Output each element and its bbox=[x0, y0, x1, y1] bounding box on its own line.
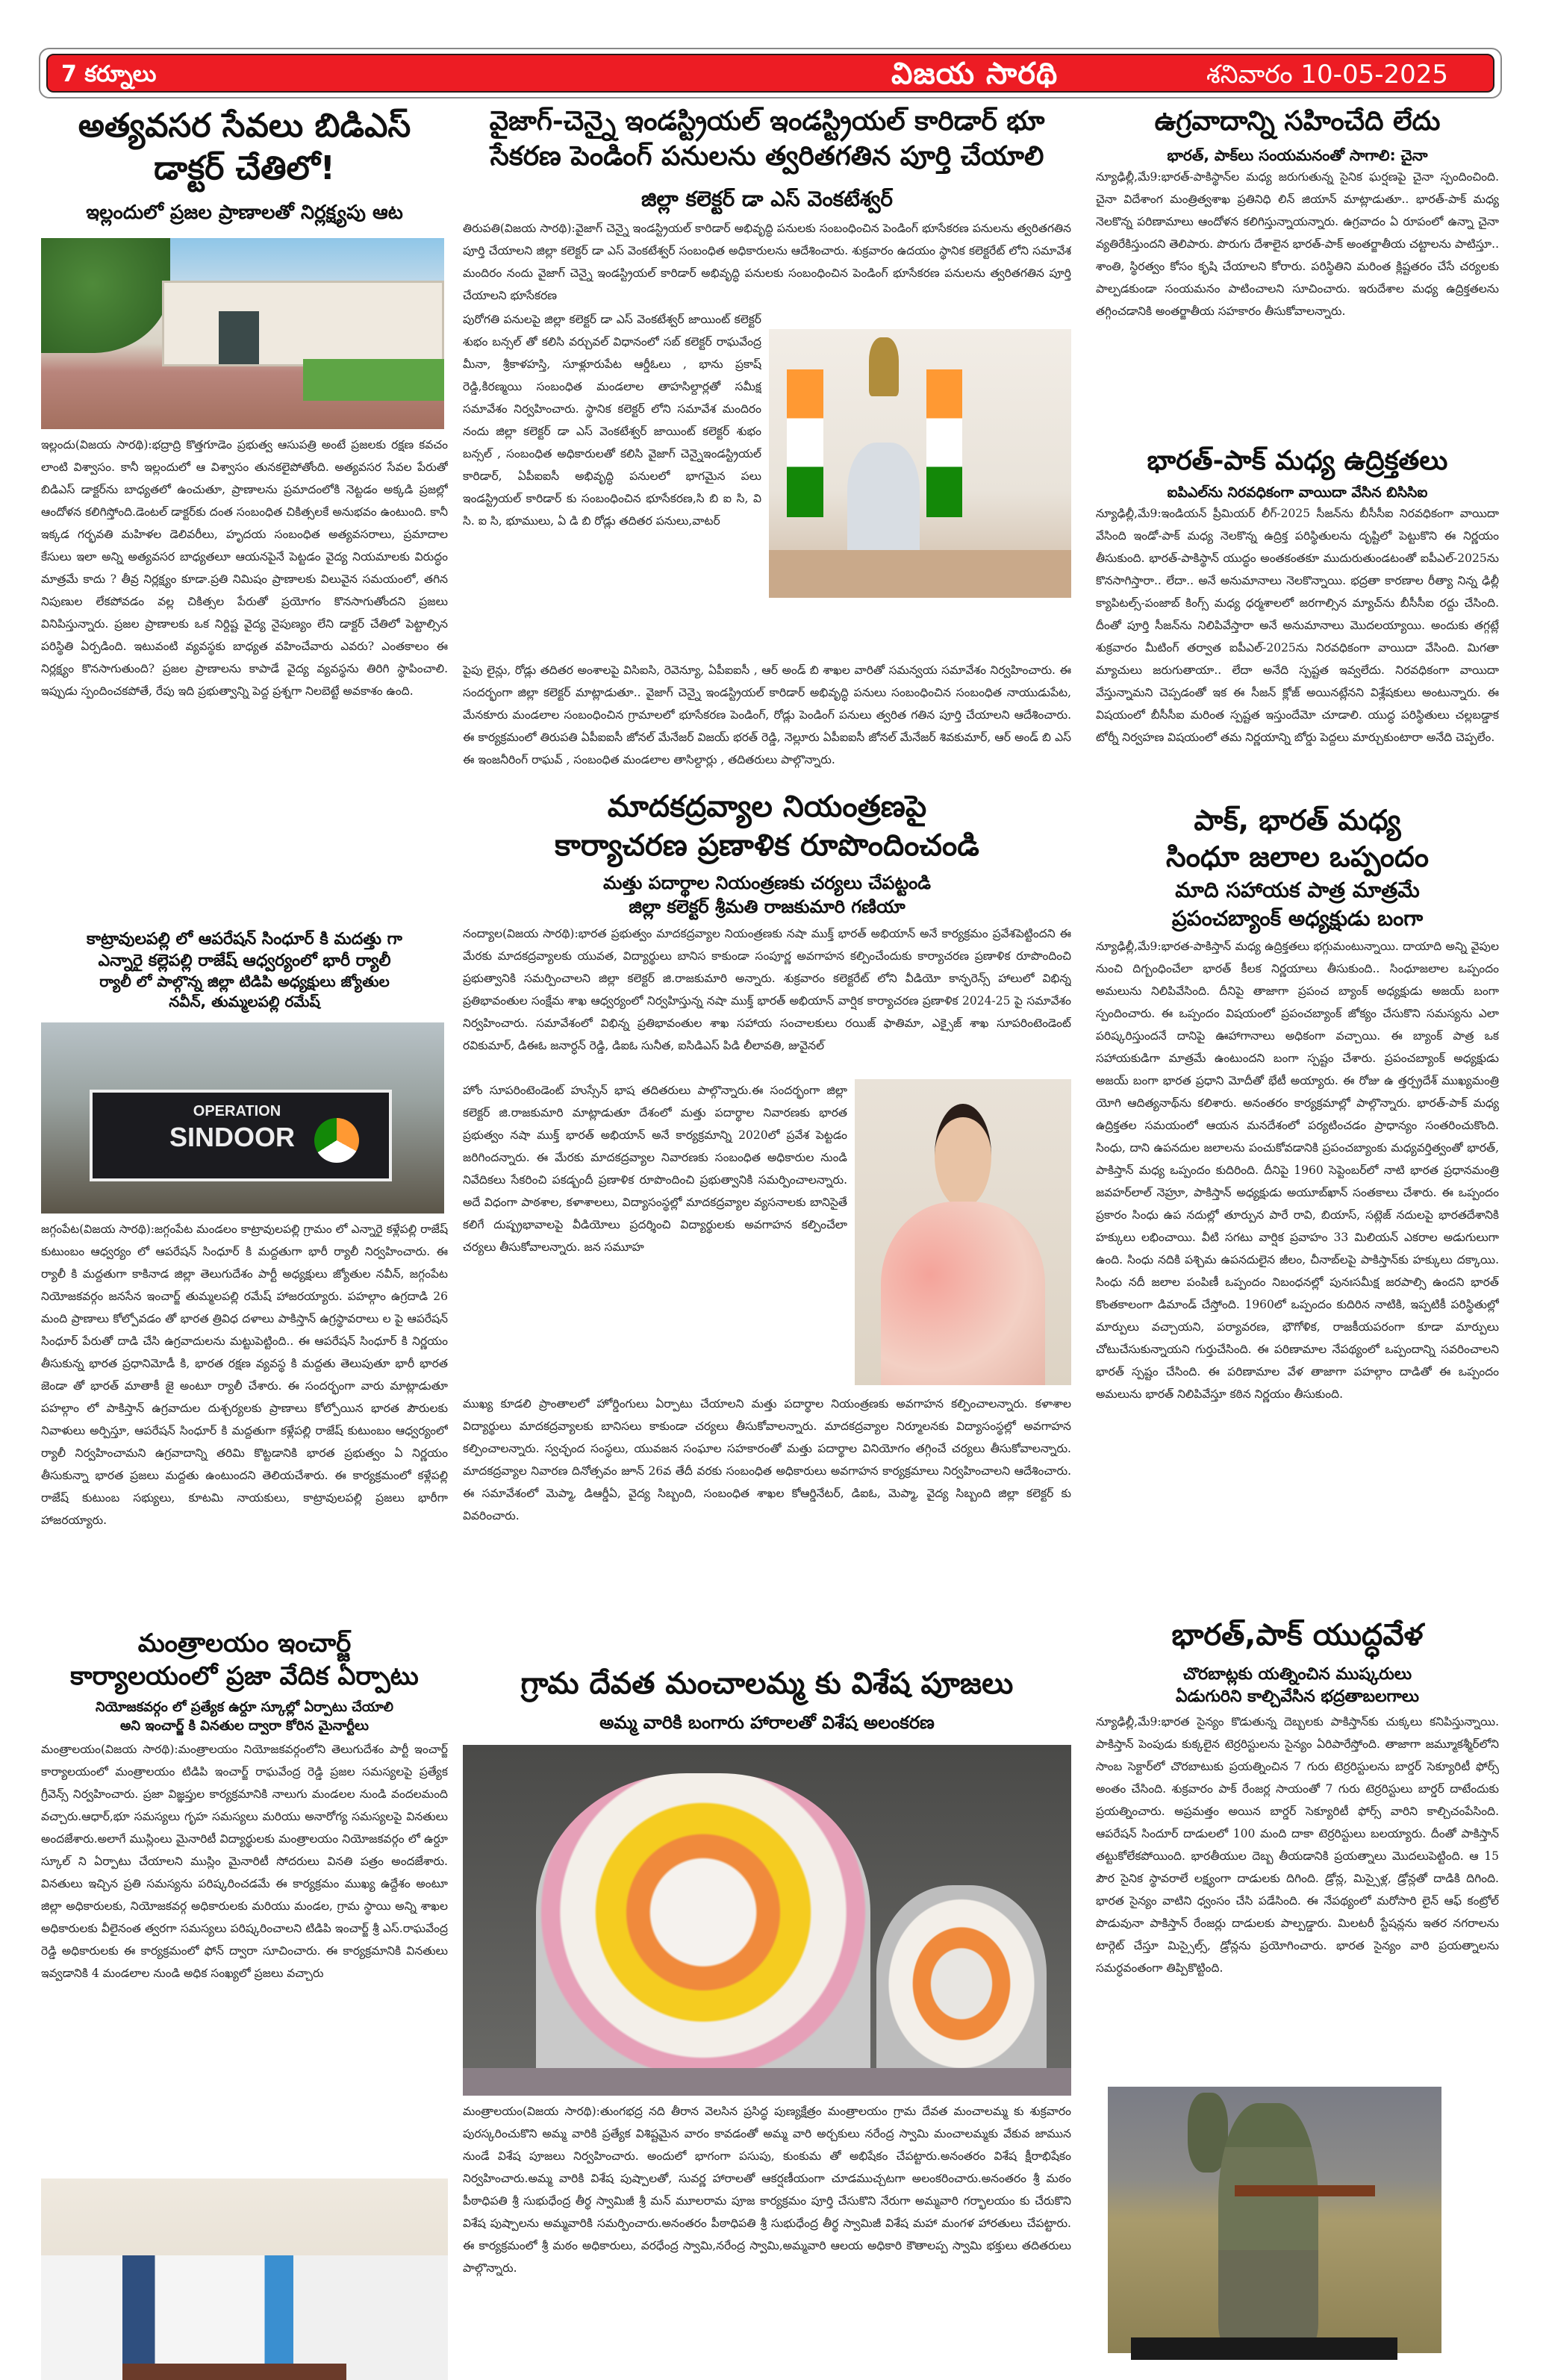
headline: డాక్టర్ చేతిలో! bbox=[154, 149, 335, 188]
headline: గ్రామ దేవత మంచాలమ్మ కు విశేష పూజలు bbox=[520, 1667, 1014, 1701]
subheadline: అని ఇంచార్జ్ కి వినతుల ద్వారా కోరిన మైనార్టీలు bbox=[120, 1717, 369, 1734]
subheadline: ఏడుగురిని కాల్చివేసిన భద్రతాబలగాలు bbox=[1175, 1687, 1420, 1706]
subheadline: జిల్లా కలెక్టర్ డా ఎస్ వెంకటేశ్వర్ bbox=[640, 186, 894, 211]
article-body: న్యూఢిల్లీ,మే9:ఇండియన్ ప్రీమియర్ లీగ్-2025 సీజన్‌ను బీసీసీఐ నిరవధికంగా వాయిదా వేసింది ఇండో-పాక్ మధ్య నెలకొన్న ఉద్రిక్త పరిస్థితులను దృష్టిలో పెట్టుకొని ఈ నిర్ణయం తీసుకుంది. భారత్-పాకిస్థాన్ యుద్ధం అంతకంతకూ ముదురుతుండటంతో ఐపీఎల్-2025ను కొనసాగిస్తారా.. లేదా.. అనే అనుమానాలు నెలకొన్నాయి. భద్రతా కారణాల రీత్యా నిన్న ఢిల్లీ క్యాపిటల్స్-పంజాబ్ కింగ్స్ మధ్య ధర్మశాలలో జరగాల్సిన మ్యాచ్‌ను బీసీసీఐ రద్దు చేసింది. దీంతో పూర్తి సీజన్‌ను నిలిపివేస్తారా అనే అనుమానాలు మొదలయ్యాయి. అందుకు తగ్గట్లే శుక్రవారం మీటింగ్ తర్వాత ఐపీఎల్-2025ను నిరవధికంగా వాయిదా వేసింది. మిగతా మ్యాచులు జరుగుతాయా.. లేదా అనేది స్పష్టత ఇవ్వలేదు. నిరవధికంగా వాయిదా వేస్తున్నామని చెప్పడంతో ఇక ఈ సీజన్ క్లోజ్ అయినట్లేనని విశ్లేషకులు అంటున్నారు. ఈ విషయంలో బీసీసీఐ మరింత స్పష్టత ఇస్తుందేమో చూడాలి. యుద్ధ పరిస్థితులు చల్లబడ్డాక టోర్నీ నిర్వహణ విషయంలో తమ నిర్ణయాన్ని బోర్డు పెద్దలు మార్చుకుంటారా అనేది చెప్పలేం. bbox=[1096, 507, 1499, 745]
article-body: మంత్రాలయం(విజయ సారథి):తుంగభద్ర నది తీరాన వెలసిన ప్రసిద్ధ పుణ్యక్షేత్రం మంత్రాలయం గ్రామ దేవత మంచాలమ్మ కు శుక్రవారం పురస్కరించుకొని అమ్మ వారికి ప్రత్యేక విశిష్టమైన వారం కావడంతో అమ్మ వారి అర్చకులు నరేంద్ర స్వామి మంచాలమ్మకు వేకువ జామున నుండే విశేష పూజలు నిర్వహించారు. అందులో భాగంగా పసుపు, కుంకుమ తో అభిషేకం చేపట్టారు.అనంతరం విశేష క్షీరాభిషేకం నిర్వహించారు.అమ్మ వారికి విశేష పుష్పాలతో, సువర్ణ హారాలతో ఆకర్షణీయంగా చూడముచ్చటగా అలంకరించారు.అనంతరం శ్రీ మఠం పీఠాధిపతి శ్రీ సుభుధేంద్ర తీర్థ స్వామిజీ శ్రీ మన్ మూలరామ పూజ కార్యక్రమం పూర్తి చేసుకొని నేరుగా అమ్మవారి గర్భాలయం కు చేరుకొని విశేష పుష్పాలను అమ్మవారికి సమర్పించారు.అనంతరం పీఠాధిపతి శ్రీ సుభుధేంద్ర తీర్థ స్వామిజీ విశేష మహా మంగళ హారతులు చేపట్టారు. ఈ కార్యక్రమంలో శ్రీ మఠం అధికారులు, వరధేంద్ర స్వామి,నరేంద్ర స్వామి,అమ్మవారి ఆలయ అధికారి కౌతాలప్ప స్వామి భక్తులు తదితరులు పాల్గొన్నారు. bbox=[463, 2105, 1071, 2276]
headline: పాక్, భారత్ మధ్య bbox=[1194, 804, 1401, 837]
article-ipl bbox=[1096, 444, 1499, 838]
subheadline: ఇల్లందులో ప్రజల ప్రాణాలతో నిర్లక్ష్యపు ఆట bbox=[86, 202, 403, 225]
subheadline: ప్రపంచబ్యాంక్ అధ్యక్షుడు బంగా bbox=[1171, 905, 1424, 931]
soldier-photo bbox=[1108, 2087, 1441, 2353]
subheadline: భారత్, పాక్‌లు సంయమనంతో సాగాలి: చైనా bbox=[1167, 146, 1428, 164]
subheadline: మత్తు పదార్థాల నియంత్రణకు చర్యలు చేపట్టండి bbox=[602, 872, 932, 893]
rally-photo bbox=[41, 1022, 444, 1214]
article-drugs bbox=[463, 787, 1071, 1706]
article-body: మంత్రాలయం(విజయ సారథి):మంత్రాలయం నియోజకవర్గంలోని తెలుగుదేశం పార్టీ ఇంచార్జ్ కార్యాలయంలో మంత్రాలయం టిడిపి ఇంచార్జ్ రాఘవేంద్ర రెడ్డి ప్రజల సమస్యలపై ప్రత్యేక గ్రీవెన్స్ నిర్వహించారు. ప్రజా విజ్ఞప్తుల కార్యక్రమానికి నాలుగు మండలల నుండి వందలమంది వచ్చారు.ఆధార్,భూ సమస్యలు గృహ సమస్యలు మరియు అనారోగ్య సమస్యలపై వినతులు అందజేశారు.అలాగే ముస్లింలు మైనారిటీ విద్యార్థులకు మంత్రాలయం నియోజకవర్గం లో ఉర్దూ స్కూల్ ని ఏర్పాటు చేయాలని ముస్లిం మైనారిటీ సోదరులు వినతి పత్రం అందజేశారు. వినతులు ఇచ్చిన ప్రతి సమస్యను పరిష్కరించడమే ఈ కార్యక్రమం ముఖ్య ఉద్దేశం అంటూ జిల్లా అధికారులకు, నియోజకవర్గ అధికారులకు మరియు మండల, గ్రామ స్థాయి అన్ని శాఖల అధికారులకు వీలైనంత త్వరగా సమస్యలు పరిష్కరించాలని టిడిపి ఇంచార్జ్ శ్రీ ఎస్.రాఘవేంద్ర రెడ్డి అధికారులకు ఈ కార్యక్రమంలో ఫోన్ ద్వారా సూచించారు. ఈ కార్యక్రమానికి వినతులు ఇవ్వడానికి 4 మండలాల నుండి అధిక సంఖ్యలో ప్రజలు వచ్చారు bbox=[41, 1742, 448, 1980]
headline: సింధూ జలాల ఒప్పందం bbox=[1165, 840, 1430, 874]
headline: భారత్,పాక్ యుద్ధవేళ bbox=[1171, 1618, 1424, 1652]
subheadline: నియోజకవర్గం లో ప్రత్యేక ఉర్దూ స్కూల్లో ఏర్పాటు చేయాలి bbox=[96, 1699, 393, 1716]
article-war bbox=[1096, 1616, 1499, 2353]
article-body: పైపు లైన్లు, రోడ్లు తదితర అంశాలపై విసిఐసి, రెవెన్యూ, ఏపీఐఐసీ , ఆర్ అండ్ బి శాఖల వారితో సమన్వయ సమావేశం నిర్వహించారు. ఈ సందర్భంగా జిల్లా కలెక్టర్ మాట్లాడుతూ.. వైజాగ్ చెన్నై ఇండస్ట్రియల్ కారిడార్ అభివృద్ధి పనులు సంబంధించిన సంబంధిత నాయుడుపేట, మేనకూరు మండలాల సంబంధించిన గ్రామాలలో భూసేకరణ పెండింగ్, రోడ్లు పెండింగ్ పనులు త్వరిత గతిన పూర్తి చేయాలని ఆదేశించారు. ఈ కార్యక్రమంలో తిరుపతి ఏపీఐఐసీ జోనల్ మేనేజర్ విజయ్ భరత్ రెడ్డి, నెల్లూరు ఏపీఐఐసీ జోనల్ మేనేజర్ శివకుమార్, ఆర్ అండ్ బి ఎస్ ఈ ఇంజనీరింగ్ రాఘవ్ , సంబంధిత మండలాల తాసిల్దార్లు , తదితరులు పాల్గొన్నారు. bbox=[463, 663, 1071, 767]
subheadline: ర్యాలీ లో పాల్గొన్న జిల్లా టిడిపి అధ్యక్షులు జ్యోతుల bbox=[99, 972, 390, 991]
article-body: జగ్గంపేట(విజయ సారథి):జగ్గంపేట మండలం కాట్రావులపల్లి గ్రామం లో ఎన్నారై కళ్లేపల్లి రాజేష్ కుటుంబం ఆధ్వర్యం లో ఆపరేషన్ సింధూర్ కి మద్దతుగా భారీ ర్యాలీ నిర్వహించారు. ఈ ర్యాలీ కి మద్దతుగా కాకినాడ జిల్లా తెలుగుదేశం పార్టీ అధ్యక్షులు జ్యోతుల నవీన్, జగ్గంపేట నియోజకవర్గం జనసేన ఇంచార్జ్ తుమ్మలపల్లి రమేష్ హాజరయ్యారు. పహల్గాం ఉగ్రదాడి 26 మంది ప్రాణాలు కోల్పోవడం తో భారత త్రివిధ దళాలు పాకిస్తాన్ ఉగ్రస్థావరాలు ల పై ఆపరేషన్ సింధూర్ పేరుతో దాడి చేసి ఉగ్రవాదులను మట్టుపెట్టింది.. ఈ ఆపరేషన్ సింధూర్ కి నిర్ణయం తీసుకున్న భారత ప్రధానిమోడీ కి, భారత రక్షణ వ్యవస్థ కి మద్దతు తెలుపుతూ భారీ భారత జెండా తో భారత్ మాతాకీ జై అంటూ ర్యాలీ చేశారు. ఈ సందర్భంగా వారు మాట్లాడుతూ పహల్గాం లో పాకిస్తాన్ ఉగ్రవాదుల దుశ్చర్యలకు ప్రాణాలు కోల్పోయిన భారత పౌరులకు నివాళులు అర్పిస్తూ, ఆపరేషన్ సింధూర్ కి మద్దతుగా కళ్లేపల్లి రాజేష్ కుటుంబం ఆధ్వర్యంలో ర్యాలీ నిర్వహించామని ఉగ్రవాదాన్ని తరిమి కొట్టడానికి భారత ప్రభుత్వం ఏ నిర్ణయం తీసుకున్నా భారత ప్రజలు మద్దతు ఉంటుందని తెలియచేశారు. ఈ కార్యక్రమంలో కళ్లేపల్లి రాజేష్ కుటుంబ సభ్యులు, కూటమి నాయకులు, కాట్రావులపల్లి ప్రజలు భారీగా హాజరయ్యారు. bbox=[41, 1222, 448, 1528]
deity-photo bbox=[463, 1745, 1071, 2096]
page-label: 7 కర్నూలు bbox=[61, 61, 157, 87]
headline: అత్యవసర సేవలు బిడిఎస్ bbox=[78, 107, 411, 145]
article-body: నంద్యాల(విజయ సారథి):భారత ప్రభుత్వం మాదకద్రవ్యాల నియంత్రణకు నషా ముక్త్ భారత్ అభియాన్ అనే కార్యక్రమం ప్రవేశపెట్టిందని ఈ మేరకు మాదకద్రవ్యాలకు యువత, విద్యార్థులు బానిస కాకుండా సంపూర్ణ అవగాహన కల్పించేందుకు కార్యాచరణ ప్రణాళిక రూపొందించి ప్రభుత్వానికి సమర్పించాలని జిల్లా కలెక్టర్ జి.రాజకుమారి అన్నారు. శుక్రవారం కలెక్టరేట్ లోని వీడియో కాన్ఫరెన్స్ హాలులో విభిన్న ప్రతిభావంతుల సంక్షేమ శాఖ ఆధ్వర్యంలో నిర్వహిస్తున్న నషా ముక్త్ భారత్ అభియాన్ వార్షిక కార్యాచరణ ప్రణాళిక 2024-25 పై సమావేశం నిర్వహించారు. సమావేశంలో విభిన్న ప్రతిభావంతుల శాఖ సహాయ సంచాలకులు రయిజ్ ఫాతిమా, ఎక్సైజ్ శాఖ సూపరింటెండెంట్ రవికుమార్, డిఈఓ జనార్ధన్ రెడ్డి, డిఐఓ సునీత, ఐసిడిఎస్ పిడి లీలావతి, జువైనల్ bbox=[463, 926, 1071, 1052]
article-china bbox=[1096, 104, 1499, 412]
article-body: ముఖ్య కూడలి ప్రాంతాలలో హోర్డింగులు ఏర్పాటు చేయాలని మత్తు పదార్థాల నియంత్రణకు అవగాహన కల్పించాలన్నారు. కళాశాల విద్యార్థులు మాదకద్రవ్యాలకు బానిసలు కాకుండా చర్యలు తీసుకోవాలన్నారు. మాదకద్రవ్యాల నిర్మూలనకు విద్యాసంస్థల్లో అవగాహన కల్పించాలన్నారు. స్వచ్ఛంద సంస్థలు, యువజన సంఘాల సహకారంతో మత్తు పదార్థాల వినియోగం తగ్గించే చర్యలు తీసుకోవాలన్నారు. మాదకద్రవ్యాల నివారణ దినోత్సవం జూన్ 26వ తేదీ వరకు సంబంధిత అధికారులు అవగాహన కార్యక్రమాలు నిర్వహించాలని ఆదేశించారు. ఈ సమావేశంలో మెప్మా, డిఆర్డీఏ, వైద్య సిబ్బంది, సంబంధిత శాఖల కోఆర్డినేటర్, డిఐఓ, మెప్మా, వైద్య సిబ్బంది జిల్లా కలెక్టర్ కు వివరించారు. bbox=[463, 1396, 1071, 1522]
headline: కార్యాలయంలో ప్రజా వేదిక ఏర్పాటు bbox=[70, 1661, 419, 1692]
article-body: న్యూఢిల్లీ,మే9:భారత-పాకిస్తాన్ మధ్య ఉద్రిక్తతలు భగ్గుమంటున్నాయి. దాయాది అన్ని వైపుల నుంచి దిగ్బంధించేలా భారత్ కీలక నిర్ణయాలు తీసుకుంది.. సింధూజలాల ఒప్పందం అమలును నిలిపివేసింది. దీనిపై తాజాగా ప్రపంచ బ్యాంక్ అధ్యక్షుడు అజయ్ బంగా స్పందించారు. ఈ ఒప్పందం విషయంలో ప్రపంచబ్యాంక్ జోక్యం చేసుకొని సమస్యను ఎలా పరిష్కరిస్తుందనే దానిపై ఊహాగానాలు అధికంగా వచ్చాయి. ఈ బ్యాంక్ పాత్ర ఒక సహాయకుడిగా మాత్రమే ఉంటుందని బంగా స్పష్టం చేశారు. ప్రపంచబ్యాంక్ అధ్యక్షుడు అజయ్ బంగా భారత ప్రధాని మోదీతో భేటీ అయ్యారు. ఈ రోజు ఉ త్తర్ప్రదేశ్ ముఖ్యమంత్రి యోగి ఆదిత్యనాథ్‌ను కలిశారు. అనంతరం కార్యక్రమాల్లో పాల్గొన్నారు. భారత్-పాక్ మధ్య ఉద్రిక్తతల సమయంలో ఆయన మనదేశంలో పర్యటించడం ప్రాధాన్యం సంతరించుకొంది. సింధు, దాని ఉపనదుల జలాలను పంచుకోవడానికి ప్రపంచబ్యాంకు మధ్యవర్తిత్వంతో భారత్, పాకిస్తాన్ మధ్య ఒప్పందం కుదిరింది. దీనిపై 1960 సెప్టెంబర్‌లో నాటి భారత ప్రధానమంత్రి జవహర్‌లాల్ నెహ్రూ, పాకిస్తాన్ అధ్యక్షుడు అయూబ్‌ఖాన్ సంతకాలు చేశారు. ఈ ఒప్పందం ప్రకారం సింధు ఉప నదుల్లో తూర్పున పారే రావి, బియాస్, సట్లెజ్ నదులపై భారతదేశానికి హక్కులు లభించాయి. వీటి సగటు వార్షిక ప్రవాహం 33 మిలియన్ ఎకరాల అడుగులుగా ఉంది. సింధు నదికి పశ్చిమ ఉపనదులైన జీలం, చీనాబ్‌లపై పాకిస్తాన్‌కు హక్కులు దక్కాయి. సింధు నదీ జలాల పంపిణీ ఒప్పందం నిబంధనల్లో పునఃసమీక్ష జరపాల్సి ఉందని భారత్ కొంతకాలంగా డిమాండ్ చేస్తోంది. 1960లో ఒప్పందం కుదిరిన నాటికి, ఇప్పటికీ పరిస్థితుల్లో మార్పులు వచ్చాయని, పర్యావరణ, భౌగోళిక, రాజకీయపరంగా కూడా మార్పులు చోటుచేసుకున్నాయని గుర్తుచేసింది. ఈ పరిణామాల నేపథ్యంలో ఒప్పందాన్ని సవరించాలని భారత్ స్పష్టం చేసింది. ఈ పరిణామాల వేళ తాజాగా పహల్గాం దాడితో ఈ ఒప్పందం అమలును భారత్ నిలిపివేస్తూ కఠిన నిర్ణయం తీసుకుంది. bbox=[1096, 940, 1499, 1402]
headline: ఉగ్రవాదాన్ని సహించేది లేదు bbox=[1154, 106, 1441, 137]
masthead-frame bbox=[39, 48, 1502, 99]
headline: సేకరణ పెండింగ్ పనులను త్వరితగతిన పూర్తి చేయాలి bbox=[490, 140, 1044, 172]
paper-name: విజయ సారథి bbox=[891, 57, 1059, 91]
hospital-photo bbox=[41, 238, 444, 429]
article-corridor bbox=[463, 104, 1071, 838]
article-bds bbox=[41, 104, 448, 881]
subheadline: మాది సహాయక పాత్ర మాత్రమే bbox=[1175, 877, 1420, 902]
subheadline: అమ్మ వారికి బంగారు హారాలతో విశేష అలంకరణ bbox=[599, 1712, 935, 1733]
headline: ఎన్నారై కల్లెపల్లి రాజేష్ ఆధ్వర్యంలో భారీ ర్యాలీ bbox=[98, 951, 391, 970]
masthead-bar bbox=[46, 54, 1494, 93]
headline: కాట్రావులపల్లి లో ఆపరేషన్ సింధూర్ కి మదత్తు గా bbox=[87, 930, 402, 949]
article-body: న్యూఢిల్లీ,మే9:భారత్-పాకిస్థాన్‌ల మధ్య జరుగుతున్న సైనిక ఘర్షణపై చైనా స్పందించింది. చైనా విదేశాంగ మంత్రిత్వశాఖ ప్రతినిధి లిన్ జియాన్ మాట్లాడుతూ.. భారత్-పాక్ మధ్య నెలకొన్న పరిణామాలు ఆందోళన కలిగిస్తున్నాయన్నారు. ఉగ్రవాదం ఏ రూపంలో ఉన్నా చైనా వ్యతిరేకిస్తుందని తెలిపారు. పొరుగు దేశాలైన భారత్-పాక్ అంతర్జాతీయ చట్టాలను పాటిస్తూ.. శాంతి, స్థిరత్వం కోసం కృషి చేయాలని కోరారు. పరిస్థితిని మరింత క్లిష్టతరం చేసే చర్యలకు పాల్పడకుండా సంయమనం పాటించాలని సూచించారు. ఇరుదేశాల మధ్య ఉద్రిక్తతలను తగ్గించడానికి అంతర్జాతీయ సహకారం తీసుకోవాలన్నారు. bbox=[1096, 169, 1499, 318]
banner-text: OPERATION bbox=[193, 1102, 281, 1119]
article-indus bbox=[1096, 802, 1499, 1540]
issue-date: శనివారం 10-05-2025 bbox=[1206, 60, 1448, 90]
banner-text: SINDOOR bbox=[169, 1121, 296, 1152]
collector-photo bbox=[855, 1079, 1071, 1385]
subheadline: జిల్లా కలెక్టర్ శ్రీమతి రాజకుమారి గణియా bbox=[629, 896, 905, 918]
collector-photo bbox=[769, 329, 1071, 598]
article-body: ఇల్లందు(విజయ సారథి):భద్రాద్రి కొత్తగూడెం ప్రభుత్వ ఆసుపత్రి అంటే ప్రజలకు రక్షణ కవచం లాంటి విశ్వాసం. కానీ ఇల్లందులో ఆ విశ్వాసం తునకలైపోతోంది. అత్యవసర సేవల పేరుతో బిడిఎస్ డాక్టర్‌ను బాధ్యతలో ఉంచుతూ, ప్రాణాలను ప్రమాదంలోకి నెట్టడం అక్కడి ప్రజల్లో ఆందోళన కలిగిస్తోంది.డెంటల్ డాక్టర్‌కు దంత సంబంధిత చికిత్సలకే అనుభవం ఉంటుంది. కానీ ఇక్కడ గర్భవతి మహిళల డెలివరీలు, హృదయ సంబంధిత అత్యవసరాలు, ప్రమాదాల కేసులు ఇలా అన్ని అత్యవసర బాధ్యతలూ ఆయనపైనే పెట్టడం వైద్య నియమాలకు విరుద్ధం మాత్రమే కాదు ? తీవ్ర నిర్లక్ష్యం కూడా.ప్రతి నిమిషం ప్రాణాలకు విలువైన సమయంలో, తగిన నిపుణుల లేకపోవడం వల్ల చికిత్సల పేరుతో ప్రయోగం కొనసాగుతోందని ప్రజలు వినిపిస్తున్నారు. ప్రజల ప్రాణాలకు ఒక నిర్దిష్ట వైద్య నైపుణ్యం లేని డాక్టర్ చేతిలో పెట్టాల్సిన పరిస్థితి ఏర్పడింది. ఇటువంటి వ్యవస్థకు బాధ్యత వహించేవారు ఎవరు? ఎంతకాలం ఈ నిర్లక్ష్యం కొనసాగుతుంది? ప్రజల ప్రాణాలను కాపాడే వైద్య వ్యవస్థను తిరిగి స్థాపించాలి. ఇప్పుడు స్పందించకపోతే, రేపు ఇది ప్రభుత్వాన్ని పెద్ద ప్రశ్నగా నిలబెట్టే అవకాశం ఉంది. bbox=[41, 438, 448, 699]
article-body: పురోగతి పనులపై జిల్లా కలెక్టర్ డా ఎస్ వెంకటేశ్వర్ జాయింట్ కలెక్టర్ శుభం బన్సల్ తో కలిసి వర్చువల్ విధానంలో సబ్ కలెక్టర్ రాఘవేంద్ర మీనా, శ్రీకాళహస్తి, సూళ్లూరుపేట ఆర్డీఓలు , భాను ప్రకాష్ రెడ్డి,కిరణ్మయి సంబంధిత మండలాల తాహసిల్దార్లతో సమీక్ష సమావేశం నిర్వహించారు. స్థానిక కలెక్టర్ లోని సమావేశ మందిరం నందు జిల్లా కలెక్టర్ డా ఎస్ వెంకటేశ్వర్ జాయింట్ కలెక్టర్ శుభం బన్సల్ , సంబంధిత అధికారులతో కలిసి వైజాగ్ చెన్నైఇండస్ట్రియల్ కారిడార్, ఏపీఐఐసీ అభివృద్ధి పనులలో భాగమైన పలు ఇండస్ట్రియల్ కారిడార్ కు సంబంధించిన భూసేకరణ,సి బి ఐ సి, వి సి. ఐ సి, భూములు, ఏ డి బి రోడ్లు తదితర పనులు,వాటర్ bbox=[463, 313, 761, 528]
article-manchalamma bbox=[463, 1664, 1071, 2324]
headline: కార్యాచరణ ప్రణాళిక రూపొందించండి bbox=[555, 828, 979, 863]
article-mantralayam-office bbox=[41, 1627, 448, 2380]
article-body: హోం సూపరింటెండెంట్ హుస్సేన్ భాష తదితరులు పాల్గొన్నారు.ఈ సందర్భంగా జిల్లా కలెక్టర్ జి.రాజకుమారి మాట్లాడుతూ దేశంలో మత్తు పదార్థాల నివారణకు భారత ప్రభుత్వం నషా ముక్త్ భారత్ అభియాన్ అనే కార్యక్రమాన్ని 2020లో ప్రవేశ పెట్టడం జరిగిందన్నారు. ఈ మేరకు మాదకద్రవ్యాల నివారణకు సంబంధిత అధికారుల నుండి నివేదికలు సేకరించి పకడ్బందీ ప్రణాళిక రూపొందించి ప్రభుత్వానికి సమర్పించాలన్నారు. అదే విధంగా పాఠశాల, కళాశాలలు, విద్యాసంస్థల్లో మాదకద్రవ్యాల వ్యసనాలకు బానిసైతే కలిగే దుష్ప్రభావాలపై వీడియోలు ప్రదర్శించి విద్యార్థులకు అవగాహన కల్పించేలా చర్యలు తీసుకోవాలన్నారు. జన సమూహ bbox=[463, 1083, 847, 1254]
headline: మంత్రాలయం ఇంచార్జ్ bbox=[137, 1628, 352, 1658]
headline: వైజాగ్-చెన్నై ఇండస్ట్రియల్ ఇండస్ట్రియల్ కారిడార్ భూ bbox=[489, 106, 1045, 137]
article-sindoor bbox=[41, 929, 448, 1599]
meeting-photo bbox=[41, 2178, 448, 2380]
article-body: తిరుపతి(విజయ సారథి):వైజాగ్ చెన్నై ఇండస్ట్రియల్ కారిడార్ అభివృద్ధి పనులకు సంబంధించిన పెండింగ్ భూసేకరణ పనులను త్వరితగతిన పూర్తి చేయాలని జిల్లా కలెక్టర్ డా ఎస్ వెంకటేశ్వర్ సంబంధిత అధికారులను ఆదేశించారు. శుక్రవారం ఉదయం స్థానిక కలెక్టరేట్ లోని సమావేశ మందిరం నందు వైజాగ్ చెన్నై ఇండస్ట్రియల్ కారిడార్ అభివృద్ధి పనులకు సంబంధించిన పెండింగ్ భూసేకరణ పనులను త్వరితగతిన పూర్తి చేయాలని భూసేకరణ bbox=[463, 222, 1071, 303]
photo-caption-bar bbox=[1131, 2337, 1397, 2360]
article-body: న్యూఢిల్లీ,మే9:భారత సైన్యం కొడుతున్న దెబ్బలకు పాకిస్తాన్‌కు చుక్కలు కనిపిస్తున్నాయి. పాకిస్తాన్ పెంపుడు కుక్కలైన టెర్రరిస్టులను సైన్యం ఏరిపారేస్తోంది. తాజాగా జమ్మూకశ్మీర్‌లోని సాంబ సెక్టార్‌లో చొరబాటుకు ప్రయత్నించిన 7 గురు టెర్రరిస్టులను బార్డర్ సెక్యూరిటీ ఫోర్స్ అంతం చేసింది. శుక్రవారం పాక్ రేంజర్ల సాయంతో 7 గురు టెర్రరిస్టులు బార్డర్ దాటేందుకు ప్రయత్నించారు. అప్రమత్తం అయిన బార్డర్ సెక్యూరిటీ ఫోర్స్ వారిని కాల్చిచంపేసింది. ఆపరేషన్ సిందూర్ దాడులలో 100 మంది దాకా టెర్రరిస్టులు బలయ్యారు. దీంతో పాకిస్తాన్ తట్టుకోలేకపోయింది. భారతీయుల దెబ్బ తీయడానికి ప్రయత్నాలు మొదలుపెట్టింది. ఆ 15 పౌర సైనిక స్థావరాలే లక్ష్యంగా దాడులకు దిగింది. డ్రోన్ల, మిస్సైళ్ల, డ్రోన్లతో దాడికి దిగింది. భారత సైన్యం వాటిని ధ్వంసం చేసి పడేసింది. ఈ నేపథ్యంలో మరోసారి లైన్ ఆఫ్ కంట్రోల్ పొడువునా పాకిస్తాన్ రేంజర్లు దాడులకు పాల్పడ్డారు. మిలటరీ స్టేషన్లను ఇతర నగరాలను టార్గెట్ చేస్తూ మిస్సైల్స్, డ్రోన్లను ప్రయోగించారు. భారత సైన్యం వారి ప్రయత్నాలను సమర్ధవంతంగా తిప్పికొట్టింది. bbox=[1096, 1715, 1499, 1975]
subheadline: చొరబాట్లకు యత్నించిన ముష్కరులు bbox=[1182, 1665, 1412, 1684]
headline: భారత్-పాక్ మధ్య ఉద్రిక్తతలు bbox=[1147, 446, 1448, 476]
subheadline: నవీన్, తుమ్మలపల్లి రమేష్ bbox=[169, 993, 320, 1011]
headline: మాదకద్రవ్యాల నియంత్రణపై bbox=[607, 790, 927, 824]
subheadline: ఐపిఎల్‌ను నిరవధికంగా వాయిదా వేసిన బిసిసిఐ bbox=[1167, 484, 1428, 501]
